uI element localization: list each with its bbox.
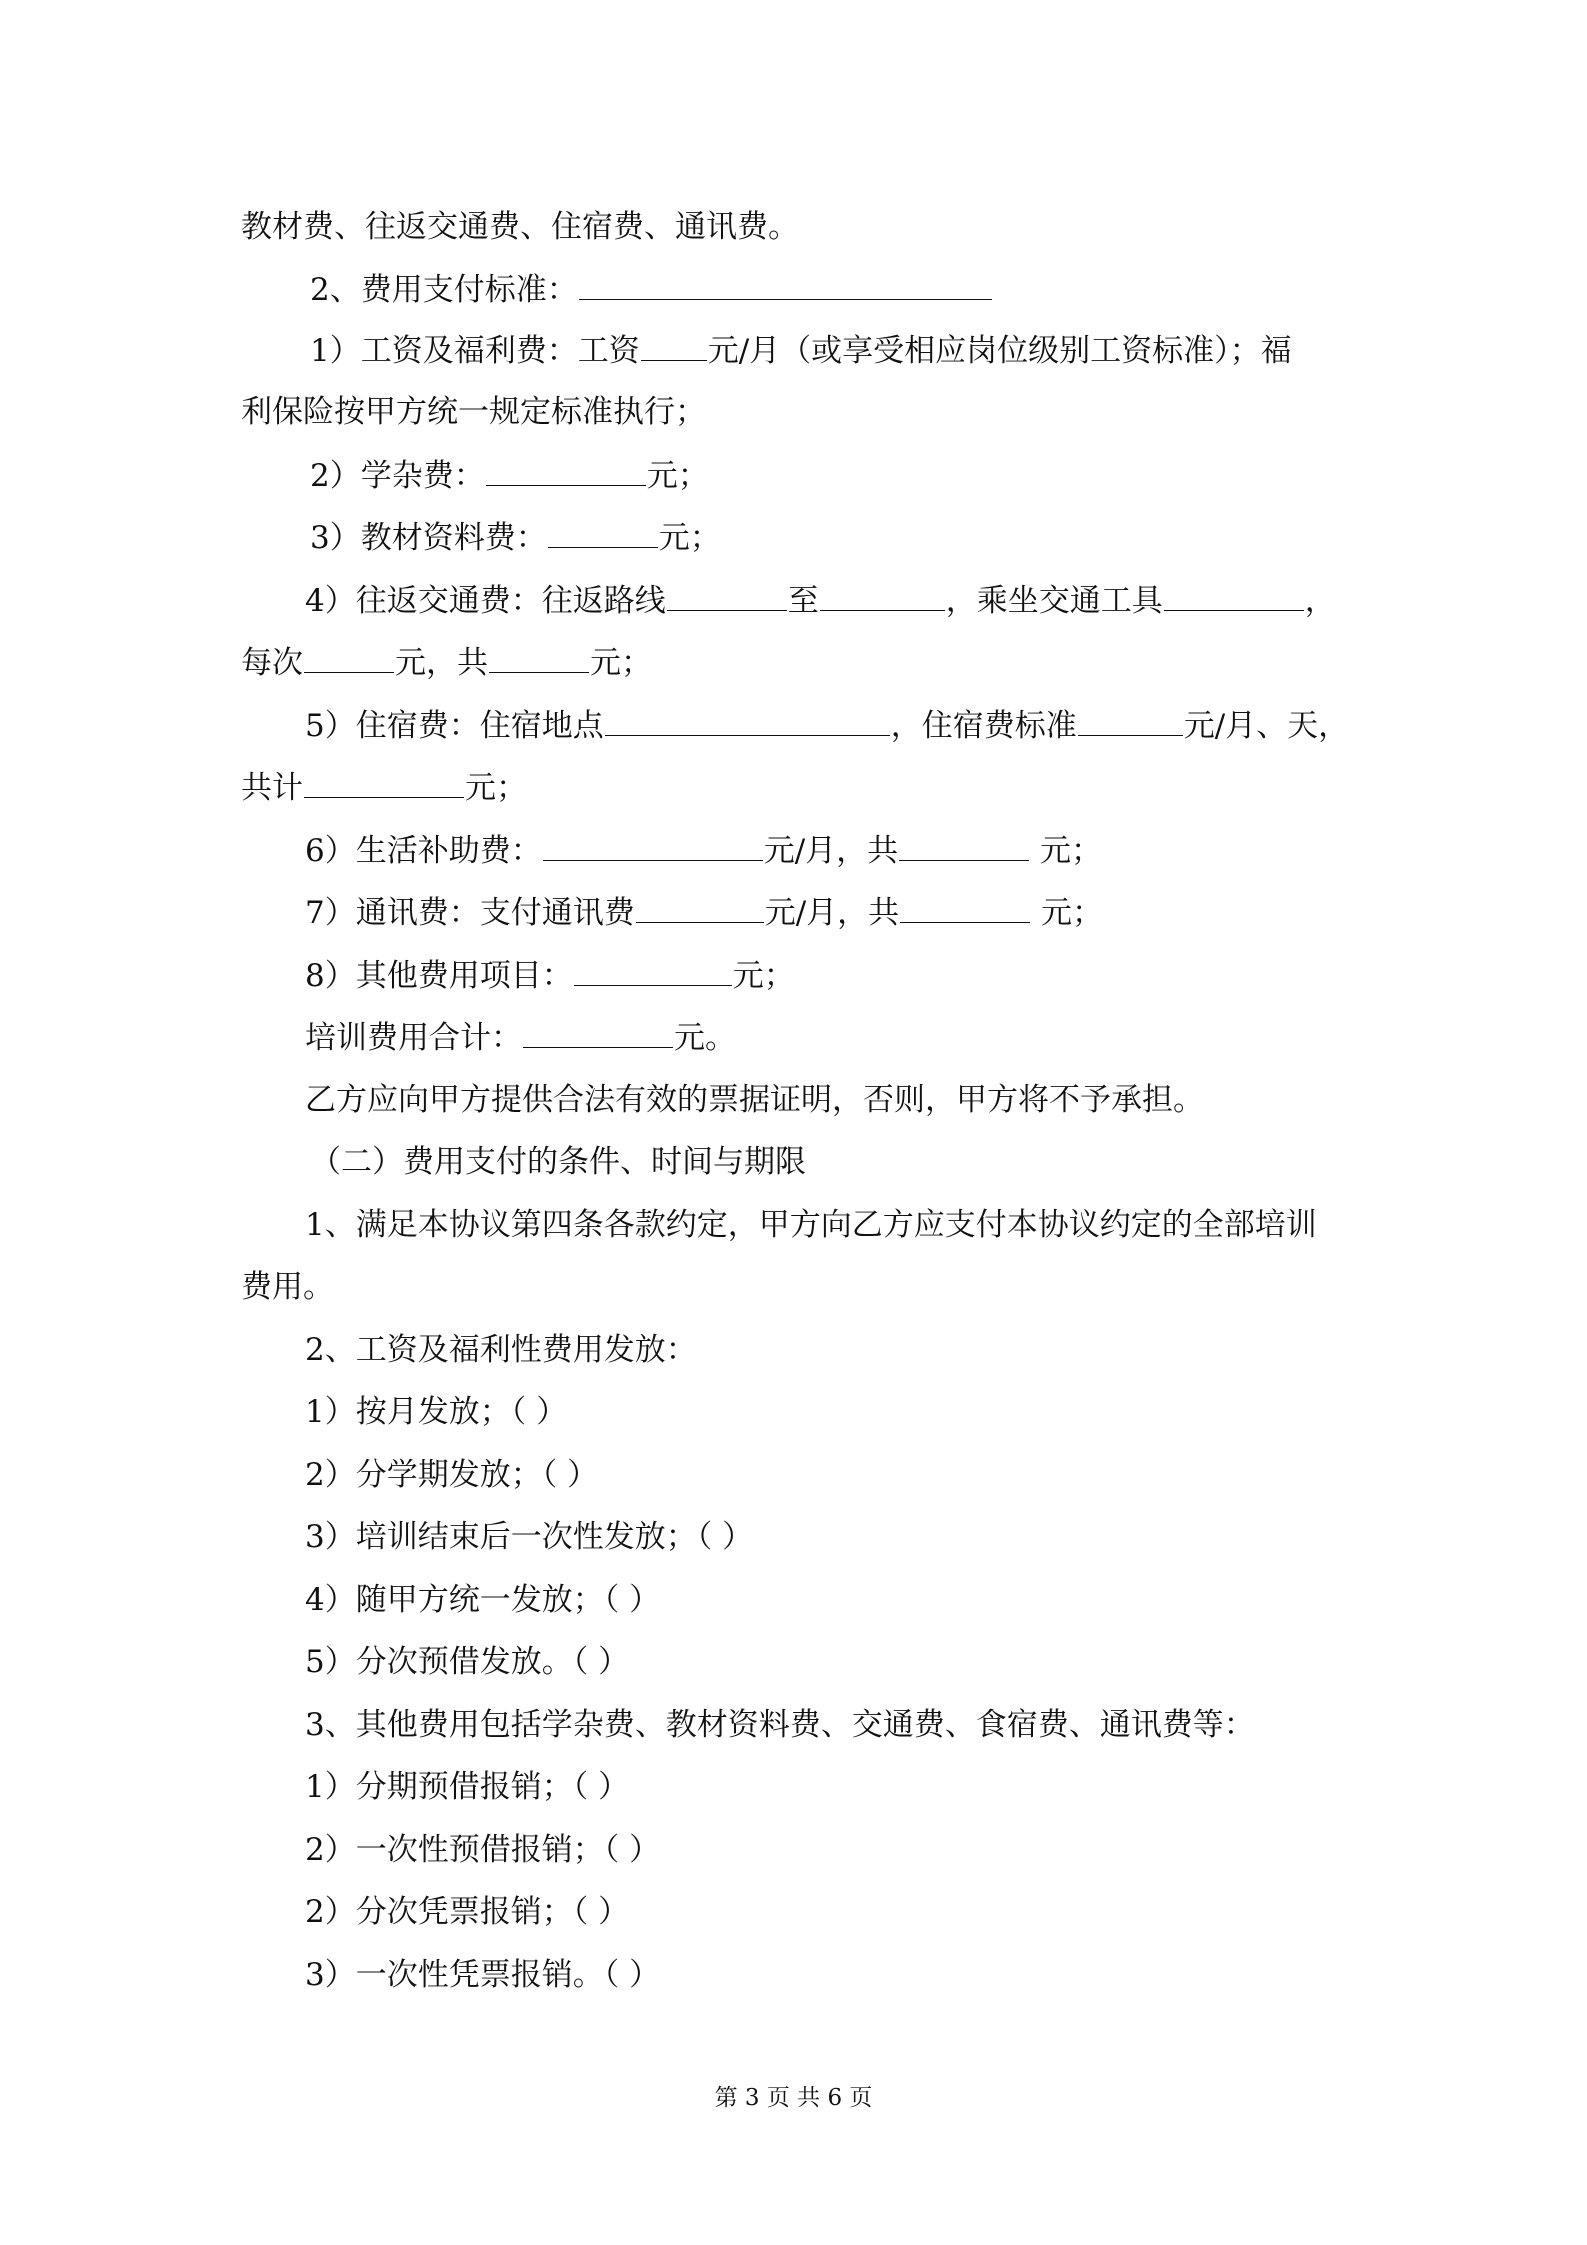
blank-field bbox=[820, 580, 945, 611]
text-line: 教材费、往返交通费、住宿费、通讯费。 bbox=[241, 209, 799, 245]
text-line: 2）学杂费： 元； bbox=[310, 455, 709, 496]
list-item: 3）培训结束后一次性发放；（ ） bbox=[305, 1519, 754, 1555]
text-line: 1）工资及福利费：工资 元/月（或享受相应岗位级别工资标准）；福 bbox=[310, 330, 1292, 371]
section-heading: （二）费用支付的条件、时间与期限 bbox=[310, 1144, 806, 1180]
text-line: 费用。 bbox=[241, 1269, 334, 1305]
blank-field bbox=[304, 642, 394, 673]
blank-field bbox=[667, 580, 787, 611]
blank-field bbox=[486, 455, 646, 486]
list-item: 1）按月发放；（ ） bbox=[305, 1394, 568, 1430]
blank-field bbox=[523, 1017, 673, 1048]
text-line: 培训费用合计： 元。 bbox=[305, 1017, 736, 1058]
blank-field bbox=[548, 517, 658, 548]
blank-field bbox=[489, 642, 589, 673]
text-line: 乙方应向甲方提供合法有效的票据证明，否则，甲方将不予承担。 bbox=[305, 1082, 1204, 1118]
text-line: 2、工资及福利性费用发放： bbox=[305, 1332, 697, 1368]
list-item: 2）分次凭票报销；（ ） bbox=[305, 1894, 630, 1930]
text-line: 8）其他费用项目： 元； bbox=[305, 955, 795, 996]
text-line: 利保险按甲方统一规定标准执行； bbox=[241, 394, 706, 430]
text-line: 7）通讯费：支付通讯费 元/月，共 元； bbox=[305, 892, 1103, 933]
blank-field bbox=[579, 269, 992, 300]
text-line: 3、其他费用包括学杂费、教材资料费、交通费、食宿费、通讯费等： bbox=[305, 1707, 1255, 1743]
list-item: 2）一次性预借报销；（ ） bbox=[305, 1832, 661, 1868]
text-line: 2、费用支付标准： bbox=[310, 269, 993, 310]
list-item: 2）分学期发放；（ ） bbox=[305, 1457, 599, 1493]
text-line: 1、满足本协议第四条各款约定，甲方向乙方应支付本协议约定的全部培训 bbox=[305, 1207, 1317, 1243]
text-line: 6）生活补助费： 元/月，共 元； bbox=[305, 830, 1102, 871]
blank-field bbox=[1078, 705, 1183, 736]
blank-field bbox=[900, 892, 1030, 923]
text-line: 4）往返交通费：往返路线 至 ，乘坐交通工具 ， bbox=[305, 580, 1336, 621]
blank-field bbox=[641, 330, 707, 361]
blank-field bbox=[574, 955, 732, 986]
blank-field bbox=[543, 830, 763, 861]
list-item: 3）一次性凭票报销。（ ） bbox=[305, 1957, 661, 1993]
list-item: 4）随甲方统一发放；（ ） bbox=[305, 1582, 661, 1618]
blank-field bbox=[636, 892, 764, 923]
list-item: 5）分次预借发放。（ ） bbox=[305, 1644, 630, 1680]
list-item: 1）分期预借报销；（ ） bbox=[305, 1769, 630, 1805]
blank-field bbox=[304, 767, 464, 798]
text-line: 共计 元； bbox=[241, 767, 527, 808]
blank-field bbox=[899, 830, 1029, 861]
text-line: 5）住宿费：住宿地点 ，住宿费标准 元/月、天， bbox=[305, 705, 1349, 746]
blank-field bbox=[605, 705, 890, 736]
text-line: 每次 元，共 元； bbox=[241, 642, 652, 683]
blank-field bbox=[1164, 580, 1304, 611]
text-line: 3）教材资料费： 元； bbox=[310, 517, 721, 558]
page-footer: 第 3 页 共 6 页 bbox=[714, 2085, 873, 2111]
